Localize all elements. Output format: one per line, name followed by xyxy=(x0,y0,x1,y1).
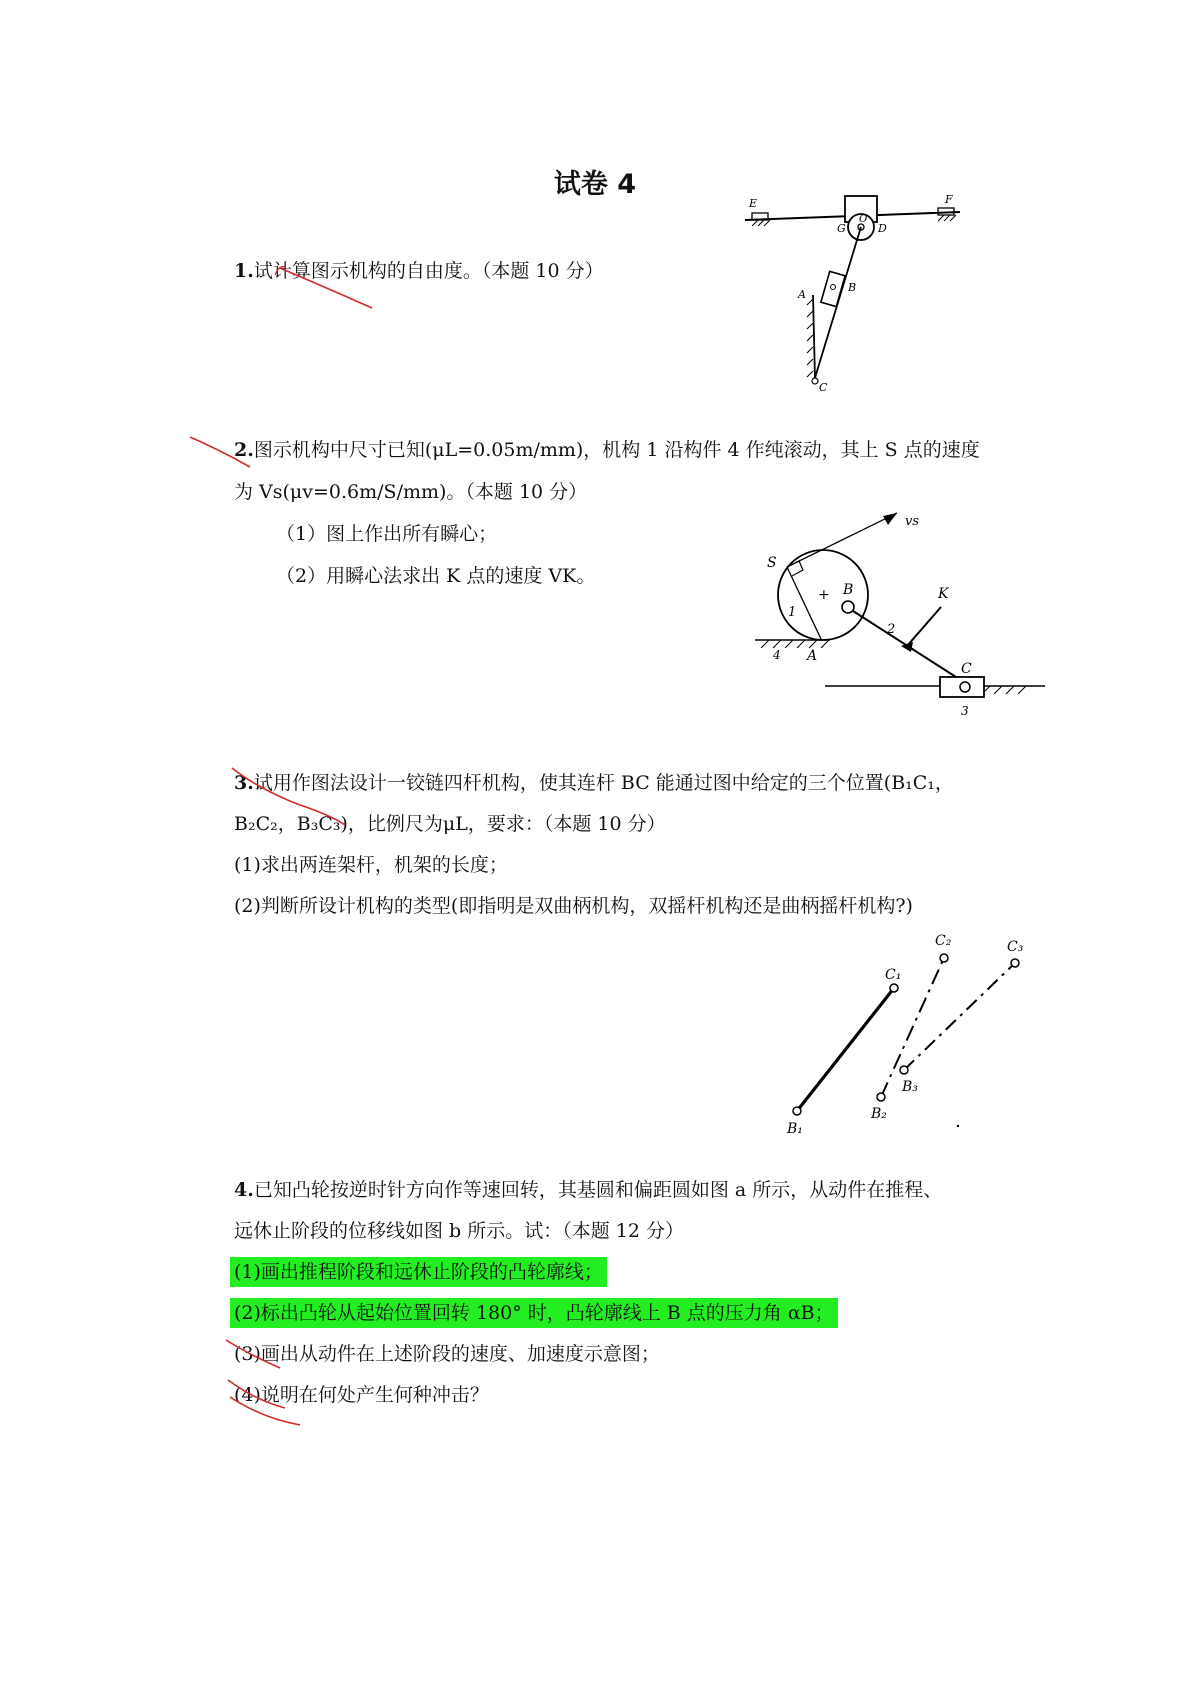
q2-label-c: C xyxy=(961,661,972,677)
q3-label-b1: B₁ xyxy=(787,1121,803,1135)
q3-label-b3: B₃ xyxy=(902,1079,918,1095)
q4-body-line1: 已知凸轮按逆时针方向作等速回转，其基圆和偏距圆如图 a 所示，从动件在推程、 xyxy=(253,1179,943,1201)
q2-label-k: K xyxy=(938,586,949,602)
q4-item2-highlight: (2)标出凸轮从起始位置回转 180° 时，凸轮廓线上 B 点的压力角 αB； xyxy=(230,1298,838,1328)
q3-item2: (2)判断所设计机构的类型(即指明是双曲柄机构，双摇杆机构还是曲柄摇杆机构?) xyxy=(234,895,913,917)
q4-number: 4. xyxy=(234,1179,254,1201)
q2-label-vs: vs xyxy=(905,514,920,529)
q1-number: 1. xyxy=(234,260,254,282)
q2-body-line1: 图示机构中尺寸已知(μL=0.05m/mm)，机构 1 沿构件 4 作纯滚动，其上 S 点的速度 xyxy=(253,439,980,461)
q1-label-e: E xyxy=(749,197,758,210)
red-check-mark xyxy=(275,267,285,275)
q3-item1: (1)求出两连架杆，机架的长度； xyxy=(234,854,508,876)
q4-item3: (3)画出从动件在上述阶段的速度、加速度示意图； xyxy=(234,1343,660,1365)
page-title: 试卷 4 xyxy=(553,169,637,200)
q2-label-3: 3 xyxy=(961,704,969,718)
q1-label-f: F xyxy=(945,195,953,206)
q1-label-c: C xyxy=(819,381,828,394)
svg-text:+: + xyxy=(818,587,830,603)
q3-number: 3. xyxy=(234,772,254,794)
q1-label-d: D xyxy=(878,222,887,235)
q2-label-4: 4 xyxy=(773,648,781,662)
q2-label-b: B xyxy=(843,582,854,598)
red-check-mark xyxy=(228,1380,285,1408)
q2-label-1: 1 xyxy=(788,605,797,620)
q1-label-b: B xyxy=(848,281,857,294)
q3-line2: B₂C₂，B₃C₃)，比例尺为μL，要求：（本题 10 分） xyxy=(234,813,666,835)
red-check-mark xyxy=(226,1340,280,1368)
q2-label-2: 2 xyxy=(887,622,896,637)
q2-line2: 为 Vs(μv=0.6m/S/mm)。（本题 10 分） xyxy=(234,481,588,503)
q1-label-a: A xyxy=(798,288,806,301)
q3-label-c1: C₁ xyxy=(885,967,902,983)
red-check-mark xyxy=(232,768,345,825)
q2-item1: （1）图上作出所有瞬心； xyxy=(276,523,498,545)
q3-label-c3: C₃ xyxy=(1007,939,1024,955)
q1-body: 试计算图示机构的自由度。（本题 10 分） xyxy=(253,260,604,282)
q2-label-s: S xyxy=(767,555,777,571)
q3-body-line1: 试用作图法设计一铰链四杆机构，使其连杆 BC 能通过图中给定的三个位置(B₁C₁， xyxy=(253,772,954,794)
q4-line2: 远休止阶段的位移线如图 b 所示。试：（本题 12 分） xyxy=(234,1220,684,1242)
q2-label-a: A xyxy=(807,648,818,664)
q4-item1-highlight: (1)画出推程阶段和远休止阶段的凸轮廓线； xyxy=(230,1257,607,1287)
red-check-mark xyxy=(280,268,372,308)
q4-item4: (4)说明在何处产生何种冲击？ xyxy=(234,1384,489,1406)
q3-label-b2: B₂ xyxy=(871,1106,887,1122)
q2-number: 2. xyxy=(234,439,254,461)
q1-label-o: O xyxy=(859,214,868,225)
q2-item2: （2）用瞬心法求出 K 点的速度 VK。 xyxy=(276,565,596,587)
q1-label-g: G xyxy=(837,222,846,235)
red-check-mark xyxy=(190,437,250,467)
q3-label-c2: C₂ xyxy=(935,933,952,949)
